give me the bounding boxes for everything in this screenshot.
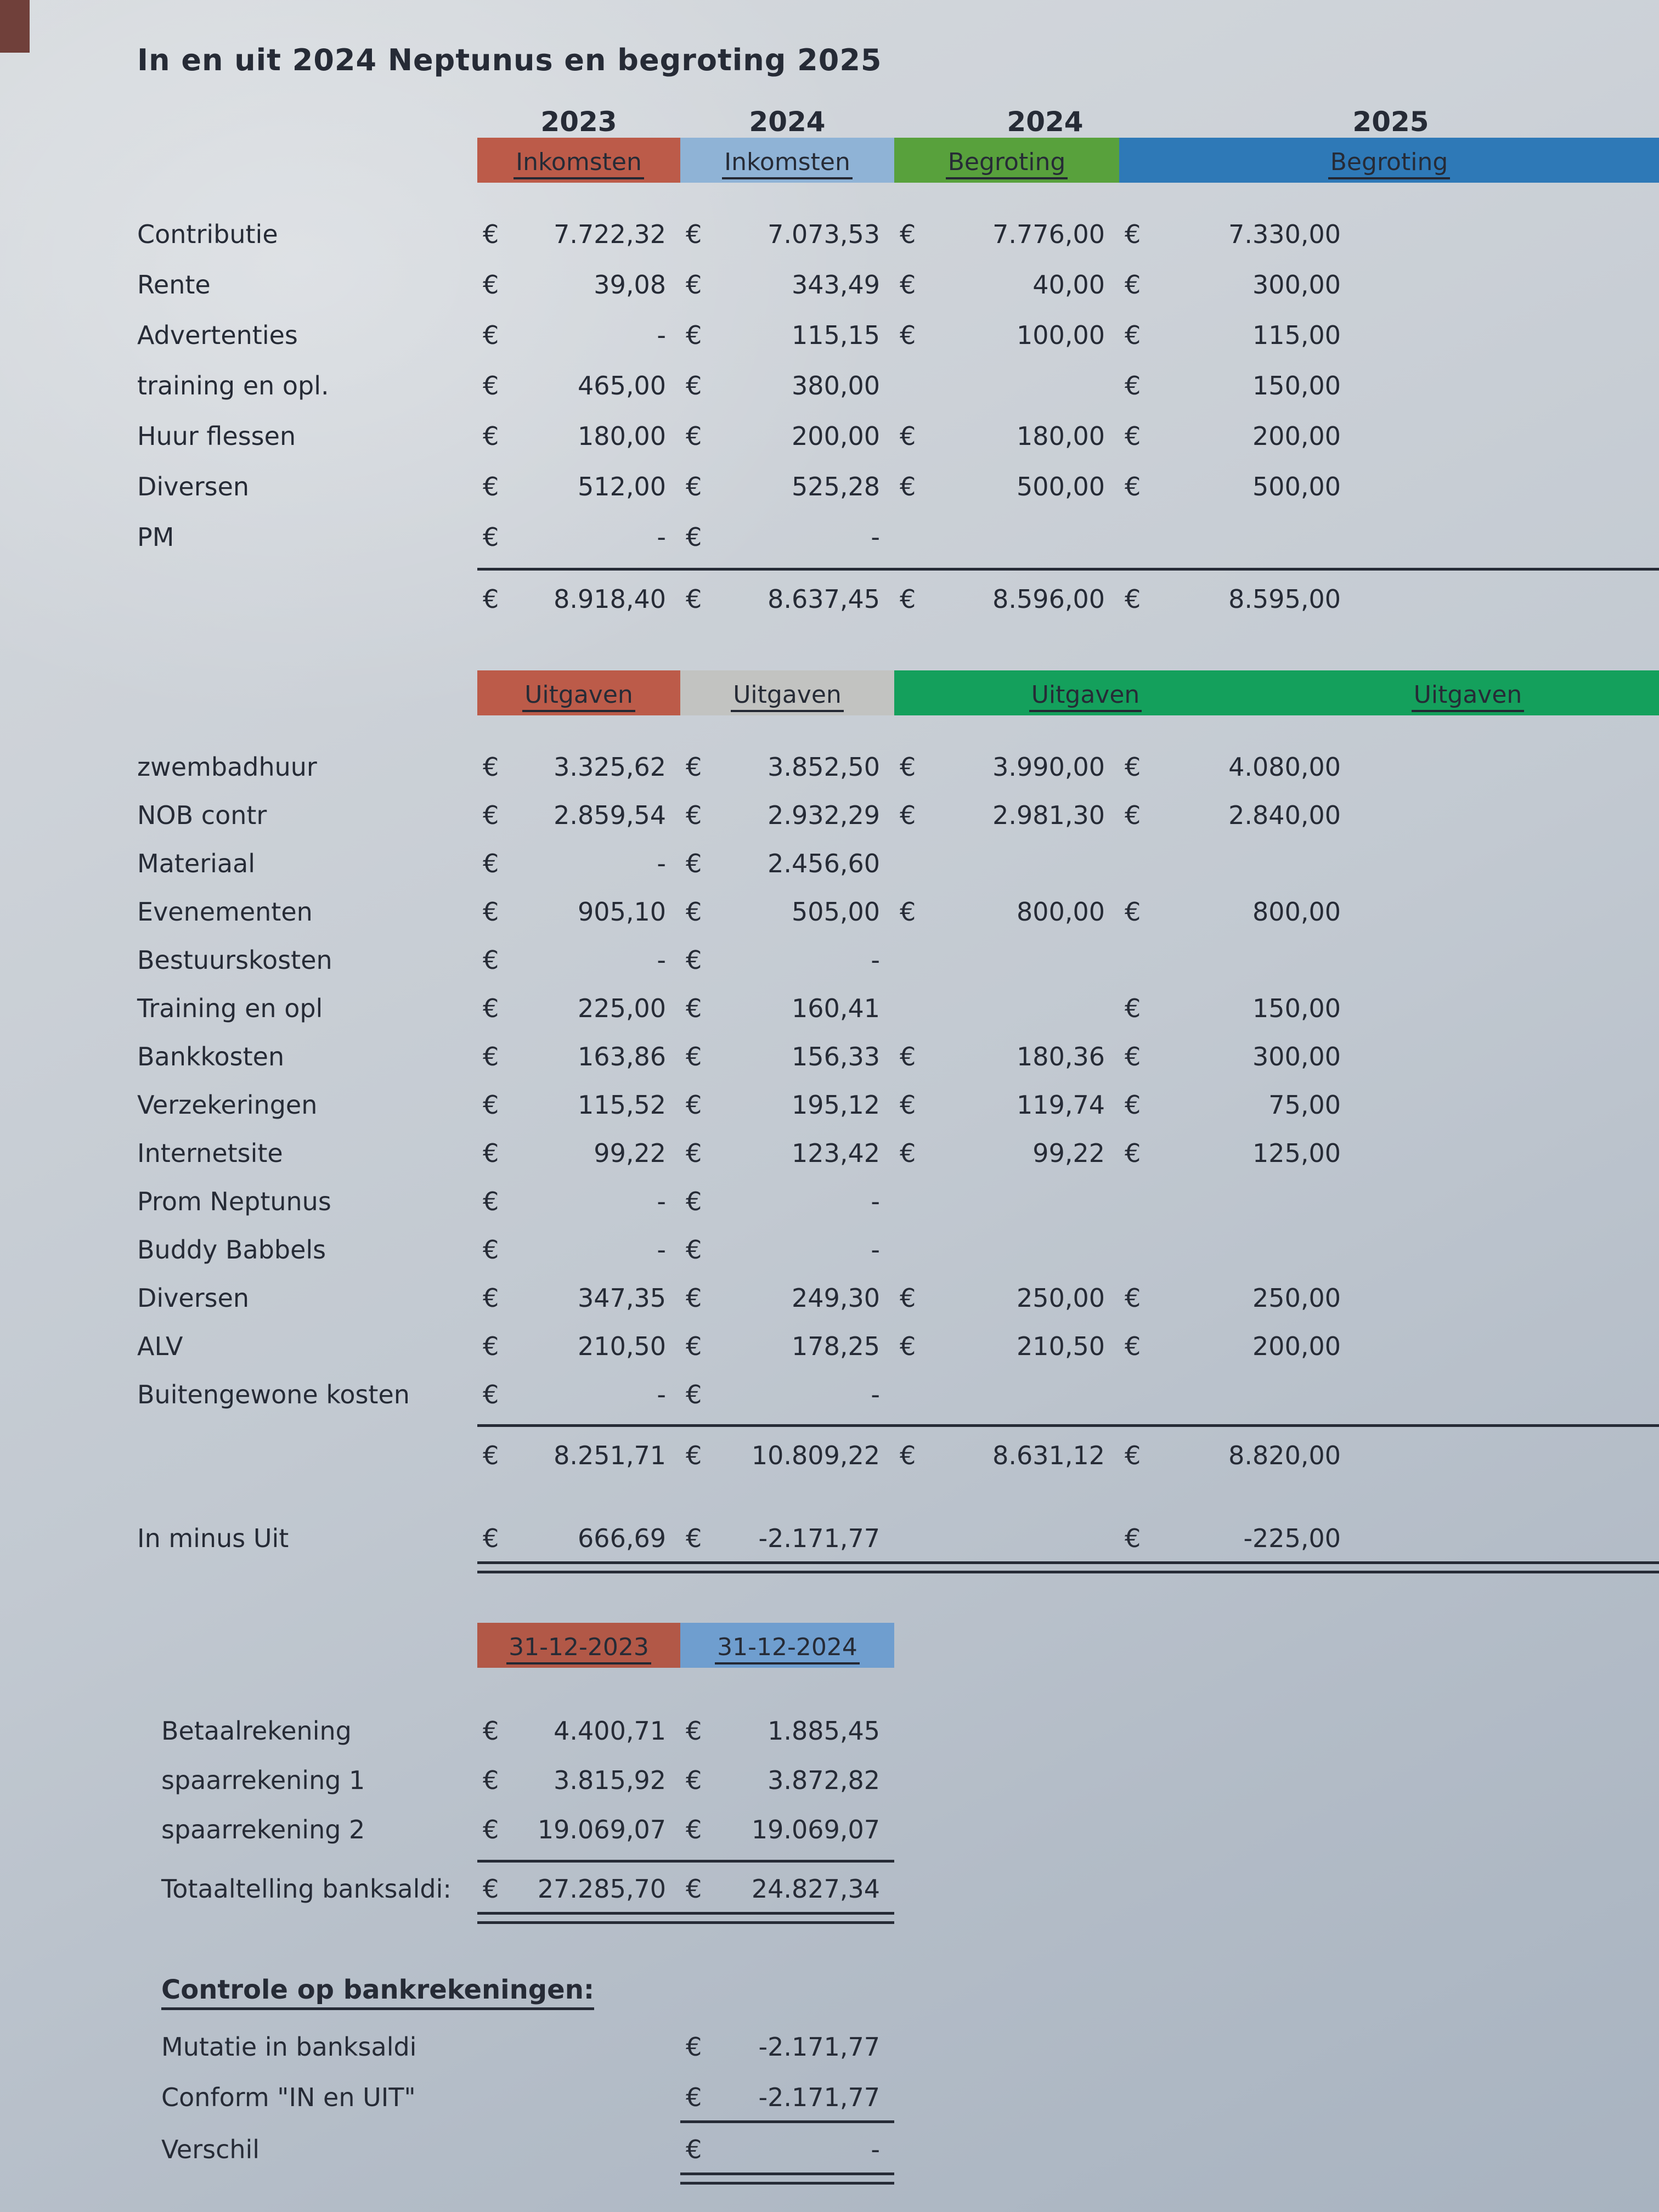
amount: 119,74 xyxy=(1017,1090,1105,1120)
balance-total: 27.285,70 xyxy=(537,1874,666,1904)
currency-symbol: € xyxy=(483,1380,499,1409)
currency-symbol: € xyxy=(483,1331,499,1361)
row-label: Contributie xyxy=(137,219,278,249)
amount: 2.859,54 xyxy=(554,800,666,830)
currency-symbol: € xyxy=(483,1235,499,1265)
currency-symbol: € xyxy=(483,800,499,830)
row-label: Bestuurskosten xyxy=(137,945,332,975)
currency-symbol: € xyxy=(686,1090,702,1120)
currency-symbol: € xyxy=(483,584,499,614)
amount: 465,00 xyxy=(578,371,666,400)
currency-symbol: € xyxy=(686,1331,702,1361)
currency-symbol: € xyxy=(483,1441,499,1470)
control-amount: - xyxy=(871,2135,880,2164)
expense-row-materiaal xyxy=(137,839,1659,888)
currency-symbol: € xyxy=(483,270,499,300)
amount: 180,00 xyxy=(1017,421,1105,451)
balance-row-betaalrekening xyxy=(137,1706,1659,1756)
currency-symbol: € xyxy=(686,752,702,782)
row-label: spaarrekening 2 xyxy=(161,1815,365,1844)
year-header-row xyxy=(137,106,1659,138)
expense-row-bankkosten xyxy=(137,1032,1659,1081)
currency-symbol: € xyxy=(1125,1441,1141,1470)
currency-symbol: € xyxy=(900,320,916,350)
currency-symbol: € xyxy=(900,219,916,249)
balance-row-spaarrekening-1 xyxy=(137,1756,1659,1805)
currency-symbol: € xyxy=(686,897,702,927)
year-label-2023: 2023 xyxy=(540,106,617,138)
control-sum-rule xyxy=(137,2120,1659,2123)
amount: - xyxy=(657,320,666,350)
amount: - xyxy=(657,945,666,975)
header-begroting-2024 xyxy=(894,138,1119,183)
currency-symbol: € xyxy=(483,320,499,350)
amount: 7.073,53 xyxy=(768,219,880,249)
year-label-2024: 2024 xyxy=(749,106,826,138)
amount: 3.872,82 xyxy=(768,1765,880,1795)
amount: - xyxy=(871,522,880,552)
amount: 125,00 xyxy=(1252,1138,1341,1168)
amount: 225,00 xyxy=(578,994,666,1023)
balance-header-bars xyxy=(137,1623,1659,1668)
header-label: Inkomsten xyxy=(514,148,644,179)
income-row-training-en-opl xyxy=(137,360,1659,411)
currency-symbol: € xyxy=(1125,371,1141,400)
currency-symbol: € xyxy=(483,472,499,501)
income-row-pm xyxy=(137,512,1659,562)
currency-symbol: € xyxy=(900,1138,916,1168)
currency-symbol: € xyxy=(483,897,499,927)
row-label: Conform "IN en UIT" xyxy=(161,2083,416,2112)
row-label: Internetsite xyxy=(137,1138,283,1168)
header-label: Uitgaven xyxy=(1029,681,1142,712)
amount: - xyxy=(871,1380,880,1409)
header-uitgaven-2023 xyxy=(477,670,680,715)
header-inkomsten-2023 xyxy=(477,138,680,183)
sum-line xyxy=(477,568,1659,571)
currency-symbol: € xyxy=(1125,421,1141,451)
control-double-rule xyxy=(137,2172,1659,2185)
currency-symbol: € xyxy=(686,849,702,878)
expense-total-row xyxy=(137,1428,1659,1483)
row-label: Bankkosten xyxy=(137,1042,285,1071)
income-row-rente xyxy=(137,259,1659,310)
income-row-huur-flessen xyxy=(137,411,1659,461)
expense-row-alv xyxy=(137,1322,1659,1370)
amount: 343,49 xyxy=(792,270,880,300)
amount: 150,00 xyxy=(1252,994,1341,1023)
row-label: Materiaal xyxy=(137,849,256,878)
income-total: 8.637,45 xyxy=(768,584,880,614)
currency-symbol: € xyxy=(686,219,702,249)
expense-sum-rule xyxy=(137,1424,1659,1427)
double-sum-line xyxy=(477,1561,1659,1573)
currency-symbol: € xyxy=(1125,320,1141,350)
expense-header-bars xyxy=(137,670,1659,715)
row-label: ALV xyxy=(137,1331,183,1361)
amount: 800,00 xyxy=(1017,897,1105,927)
currency-symbol: € xyxy=(483,1874,499,1904)
control-row-conform xyxy=(137,2072,1659,2123)
currency-symbol: € xyxy=(483,522,499,552)
amount: 19.069,07 xyxy=(751,1815,880,1844)
amount: 300,00 xyxy=(1252,1042,1341,1071)
amount: 99,22 xyxy=(594,1138,666,1168)
currency-symbol: € xyxy=(483,1090,499,1120)
control-heading xyxy=(161,1974,1659,2005)
row-label: NOB contr xyxy=(137,800,267,830)
currency-symbol: € xyxy=(900,472,916,501)
currency-symbol: € xyxy=(686,1283,702,1313)
currency-symbol: € xyxy=(900,752,916,782)
currency-symbol: € xyxy=(686,472,702,501)
expense-total: 8.631,12 xyxy=(992,1441,1105,1470)
currency-symbol: € xyxy=(483,1716,499,1746)
control-heading-text: Controle op bankrekeningen: xyxy=(161,1974,594,2010)
balance-sum-rule xyxy=(137,1860,1659,1863)
row-label: Buitengewone kosten xyxy=(137,1380,410,1409)
currency-symbol: € xyxy=(686,270,702,300)
sum-line xyxy=(680,2120,894,2123)
currency-symbol: € xyxy=(900,584,916,614)
expense-total: 8.820,00 xyxy=(1228,1441,1341,1470)
currency-symbol: € xyxy=(483,945,499,975)
expense-row-internetsite xyxy=(137,1129,1659,1177)
amount: 525,28 xyxy=(792,472,880,501)
amount: - xyxy=(871,1235,880,1265)
row-label: Verschil xyxy=(161,2135,260,2164)
expense-row-buddy-babbels xyxy=(137,1226,1659,1274)
amount: 180,00 xyxy=(578,421,666,451)
amount: 4.080,00 xyxy=(1228,752,1341,782)
currency-symbol: € xyxy=(686,522,702,552)
sum-line xyxy=(477,1860,894,1863)
row-label: In minus Uit xyxy=(137,1523,289,1553)
control-amount: -2.171,77 xyxy=(758,2083,880,2112)
row-label: Buddy Babbels xyxy=(137,1235,326,1265)
header-31-12-2024 xyxy=(680,1623,894,1668)
row-label: Diversen xyxy=(137,472,250,501)
row-label: Huur flessen xyxy=(137,421,296,451)
amount: 150,00 xyxy=(1252,371,1341,400)
currency-symbol: € xyxy=(900,800,916,830)
expense-row-buitengewone-kosten xyxy=(137,1370,1659,1419)
header-label: Uitgaven xyxy=(731,681,844,712)
amount: 7.330,00 xyxy=(1228,219,1341,249)
expense-row-bestuurskosten xyxy=(137,936,1659,984)
currency-symbol: € xyxy=(900,1441,916,1470)
currency-symbol: € xyxy=(686,320,702,350)
currency-symbol: € xyxy=(686,1235,702,1265)
currency-symbol: € xyxy=(686,421,702,451)
currency-symbol: € xyxy=(483,849,499,878)
expense-row-verzekeringen xyxy=(137,1081,1659,1129)
currency-symbol: € xyxy=(1125,1523,1141,1553)
balance-double-rule xyxy=(137,1912,1659,1924)
amount: 300,00 xyxy=(1252,270,1341,300)
currency-symbol: € xyxy=(1125,472,1141,501)
row-label: Evenementen xyxy=(137,897,313,927)
expense-row-evenementen xyxy=(137,888,1659,936)
currency-symbol: € xyxy=(686,1042,702,1071)
currency-symbol: € xyxy=(1125,897,1141,927)
currency-symbol: € xyxy=(686,2135,702,2164)
amount: 200,00 xyxy=(1252,1331,1341,1361)
currency-symbol: € xyxy=(483,1283,499,1313)
currency-symbol: € xyxy=(686,1815,702,1844)
amount: 250,00 xyxy=(1017,1283,1105,1313)
row-label: Verzekeringen xyxy=(137,1090,318,1120)
amount: - xyxy=(657,1235,666,1265)
currency-symbol: € xyxy=(686,2032,702,2062)
amount: - xyxy=(657,849,666,878)
double-sum-line xyxy=(477,1912,894,1924)
amount: - xyxy=(657,1187,666,1216)
currency-symbol: € xyxy=(483,371,499,400)
amount: 19.069,07 xyxy=(537,1815,666,1844)
currency-symbol: € xyxy=(686,2083,702,2112)
amount: 40,00 xyxy=(1032,270,1105,300)
income-row-advertenties xyxy=(137,310,1659,360)
currency-symbol: € xyxy=(1125,994,1141,1023)
currency-symbol: € xyxy=(686,1874,702,1904)
amount: 210,50 xyxy=(1017,1331,1105,1361)
page-title: In en uit 2024 Neptunus en begroting 2025 xyxy=(137,43,882,77)
amount: 3.325,62 xyxy=(554,752,666,782)
balance-total-row xyxy=(137,1864,1659,1914)
row-label: Betaalrekening xyxy=(161,1716,352,1746)
amount: 2.840,00 xyxy=(1228,800,1341,830)
amount: - xyxy=(871,1187,880,1216)
currency-symbol: € xyxy=(686,371,702,400)
amount: 200,00 xyxy=(792,421,880,451)
currency-symbol: € xyxy=(1125,1090,1141,1120)
currency-symbol: € xyxy=(483,1523,499,1553)
currency-symbol: € xyxy=(1125,219,1141,249)
amount: 115,15 xyxy=(792,320,880,350)
currency-symbol: € xyxy=(900,1090,916,1120)
amount: 178,25 xyxy=(792,1331,880,1361)
expense-row-prom-neptunus xyxy=(137,1177,1659,1226)
amount: 99,22 xyxy=(1032,1138,1105,1168)
currency-symbol: € xyxy=(686,945,702,975)
header-label: Inkomsten xyxy=(722,148,853,179)
header-label: Uitgaven xyxy=(1412,681,1525,712)
amount: 7.722,32 xyxy=(554,219,666,249)
row-label: training en opl. xyxy=(137,371,329,400)
expense-total: 10.809,22 xyxy=(751,1441,880,1470)
amount: 163,86 xyxy=(578,1042,666,1071)
expense-row-nob-contr xyxy=(137,791,1659,839)
amount: 249,30 xyxy=(792,1283,880,1313)
row-label: Mutatie in banksaldi xyxy=(161,2032,417,2062)
currency-symbol: € xyxy=(686,1380,702,1409)
row-label: PM xyxy=(137,522,174,552)
header-begroting-2025 xyxy=(1119,138,1659,183)
amount: 380,00 xyxy=(792,371,880,400)
amount: 2.456,60 xyxy=(768,849,880,878)
balance-row-spaarrekening-2 xyxy=(137,1805,1659,1854)
currency-symbol: € xyxy=(483,994,499,1023)
amount: 2.981,30 xyxy=(992,800,1105,830)
header-label: Begroting xyxy=(946,148,1068,179)
row-label: Prom Neptunus xyxy=(137,1187,331,1216)
result-row-in-minus-uit xyxy=(137,1513,1659,1564)
amount: 905,10 xyxy=(578,897,666,927)
row-label: Diversen xyxy=(137,1283,250,1313)
result-double-rule xyxy=(137,1561,1659,1573)
currency-symbol: € xyxy=(686,1765,702,1795)
amount: 500,00 xyxy=(1017,472,1105,501)
header-label: 31-12-2024 xyxy=(715,1633,860,1664)
currency-symbol: € xyxy=(1125,584,1141,614)
amount: 39,08 xyxy=(594,270,666,300)
row-label: zwembadhuur xyxy=(137,752,317,782)
amount: 1.885,45 xyxy=(768,1716,880,1746)
currency-symbol: € xyxy=(1125,1138,1141,1168)
currency-symbol: € xyxy=(1125,752,1141,782)
amount: 210,50 xyxy=(578,1331,666,1361)
currency-symbol: € xyxy=(1125,1283,1141,1313)
amount: 505,00 xyxy=(792,897,880,927)
currency-symbol: € xyxy=(483,752,499,782)
amount: 4.400,71 xyxy=(554,1716,666,1746)
currency-symbol: € xyxy=(483,421,499,451)
row-label: Training en opl xyxy=(137,994,323,1023)
income-total: 8.918,40 xyxy=(554,584,666,614)
currency-symbol: € xyxy=(900,1042,916,1071)
control-amount: -2.171,77 xyxy=(758,2032,880,2062)
currency-symbol: € xyxy=(1125,1042,1141,1071)
year-label-2024-begroting: 2024 xyxy=(1007,106,1084,138)
amount: 3.852,50 xyxy=(768,752,880,782)
currency-symbol: € xyxy=(900,421,916,451)
amount: 3.815,92 xyxy=(554,1765,666,1795)
currency-symbol: € xyxy=(483,1138,499,1168)
amount: 200,00 xyxy=(1252,421,1341,451)
currency-symbol: € xyxy=(900,897,916,927)
income-header-bars xyxy=(137,138,1659,183)
control-row-verschil xyxy=(137,2124,1659,2175)
amount: - xyxy=(871,945,880,975)
currency-symbol: € xyxy=(483,1765,499,1795)
amount: 3.990,00 xyxy=(992,752,1105,782)
income-total: 8.596,00 xyxy=(992,584,1105,614)
amount: - xyxy=(657,522,666,552)
amount: 800,00 xyxy=(1252,897,1341,927)
amount: 7.776,00 xyxy=(992,219,1105,249)
expense-total: 8.251,71 xyxy=(554,1441,666,1470)
expense-row-training-en-opl xyxy=(137,984,1659,1032)
currency-symbol: € xyxy=(1125,270,1141,300)
amount: 500,00 xyxy=(1252,472,1341,501)
currency-symbol: € xyxy=(483,219,499,249)
control-row-mutatie xyxy=(137,2022,1659,2072)
amount: 512,00 xyxy=(578,472,666,501)
income-total: 8.595,00 xyxy=(1228,584,1341,614)
header-uitgaven-2024 xyxy=(680,670,894,715)
header-uitgaven-begroting xyxy=(894,670,1659,715)
income-row-diversen xyxy=(137,461,1659,512)
row-label: spaarrekening 1 xyxy=(161,1765,365,1795)
currency-symbol: € xyxy=(900,1331,916,1361)
currency-symbol: € xyxy=(686,1523,702,1553)
income-sum-rule xyxy=(137,568,1659,571)
amount: 180,36 xyxy=(1017,1042,1105,1071)
header-inkomsten-2024 xyxy=(680,138,894,183)
year-label-2025: 2025 xyxy=(1352,106,1429,138)
currency-symbol: € xyxy=(686,800,702,830)
header-label: 31-12-2023 xyxy=(506,1633,651,1664)
currency-symbol: € xyxy=(900,270,916,300)
amount: 75,00 xyxy=(1268,1090,1341,1120)
income-row-contributie xyxy=(137,209,1659,259)
currency-symbol: € xyxy=(686,1441,702,1470)
amount: 123,42 xyxy=(792,1138,880,1168)
currency-symbol: € xyxy=(483,1042,499,1071)
amount: 2.932,29 xyxy=(768,800,880,830)
income-total-row xyxy=(137,572,1659,627)
currency-symbol: € xyxy=(686,1187,702,1216)
amount: 115,00 xyxy=(1252,320,1341,350)
amount: 250,00 xyxy=(1252,1283,1341,1313)
sum-line xyxy=(477,1424,1659,1427)
amount: 100,00 xyxy=(1017,320,1105,350)
expense-row-zwembadhuur xyxy=(137,743,1659,791)
result-amount: 666,69 xyxy=(578,1523,666,1553)
header-31-12-2023 xyxy=(477,1623,680,1668)
row-label: Advertenties xyxy=(137,320,298,350)
amount: 347,35 xyxy=(578,1283,666,1313)
balance-total: 24.827,34 xyxy=(751,1874,880,1904)
result-amount: -225,00 xyxy=(1243,1523,1341,1553)
currency-symbol: € xyxy=(686,994,702,1023)
currency-symbol: € xyxy=(900,1283,916,1313)
row-label: Totaaltelling banksaldi: xyxy=(161,1874,452,1904)
currency-symbol: € xyxy=(1125,800,1141,830)
amount: 156,33 xyxy=(792,1042,880,1071)
header-label: Uitgaven xyxy=(522,681,635,712)
result-amount: -2.171,77 xyxy=(758,1523,880,1553)
amount: 115,52 xyxy=(578,1090,666,1120)
currency-symbol: € xyxy=(483,1815,499,1844)
amount: 160,41 xyxy=(792,994,880,1023)
currency-symbol: € xyxy=(686,584,702,614)
amount: 195,12 xyxy=(792,1090,880,1120)
currency-symbol: € xyxy=(483,1187,499,1216)
currency-symbol: € xyxy=(686,1138,702,1168)
currency-symbol: € xyxy=(1125,1331,1141,1361)
header-label: Begroting xyxy=(1328,148,1451,179)
double-sum-line xyxy=(680,2172,894,2185)
currency-symbol: € xyxy=(686,1716,702,1746)
expense-row-diversen xyxy=(137,1274,1659,1322)
amount: - xyxy=(657,1380,666,1409)
row-label: Rente xyxy=(137,270,211,300)
